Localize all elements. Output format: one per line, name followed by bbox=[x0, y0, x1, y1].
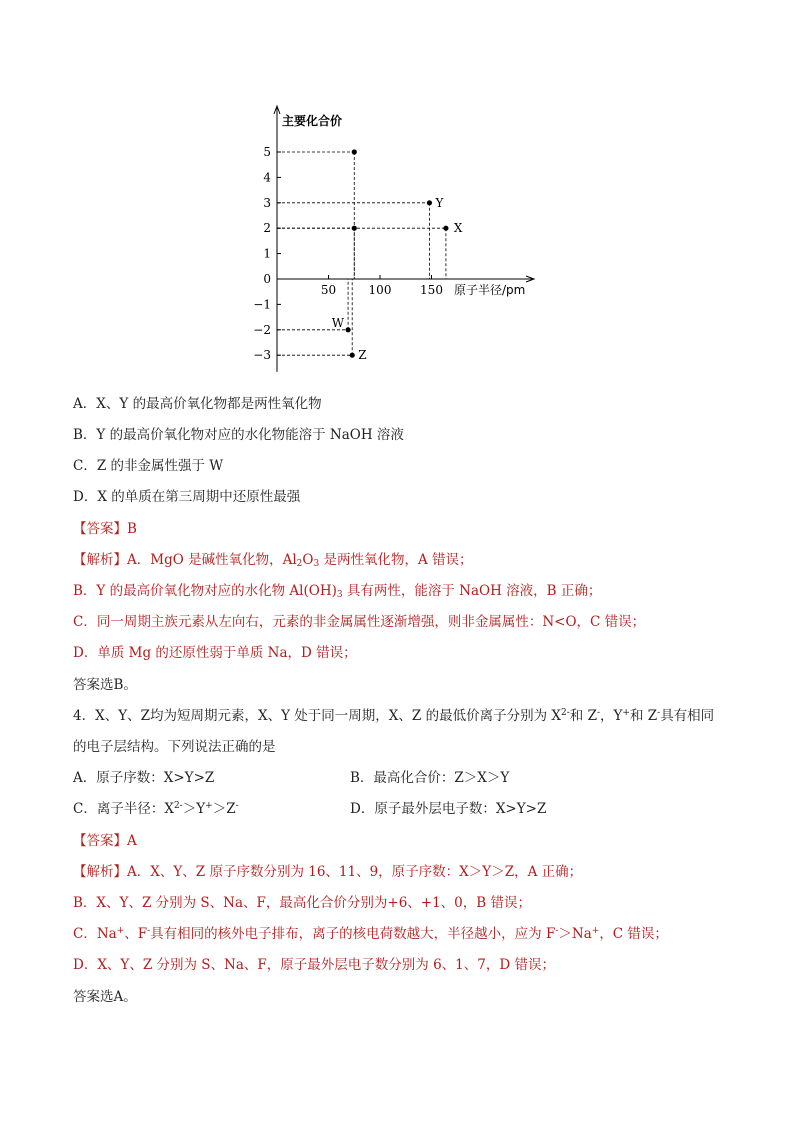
explanation-text: 是两性氧化物，A 错误； bbox=[319, 552, 473, 568]
q4-option-a: A．原子序数：X>Y>Z bbox=[73, 770, 215, 786]
explanation-text: 具有相同的核外电子排布，离子的核电荷数越大，半径越小，应为 F bbox=[150, 926, 556, 942]
superscript: - bbox=[147, 926, 151, 936]
chart-guide-lines bbox=[277, 152, 446, 355]
q3-explanation-1 bbox=[73, 551, 473, 569]
explanation-text: ＞Na bbox=[558, 926, 592, 942]
q4-explanation-3 bbox=[73, 925, 668, 943]
superscript: + bbox=[622, 708, 630, 718]
q4-explanation-1 bbox=[73, 863, 582, 881]
y-tick-label: 1 bbox=[263, 246, 271, 261]
y-tick-label: −1 bbox=[253, 297, 271, 312]
q3-explanation-2 bbox=[73, 582, 601, 600]
subscript: 3 bbox=[336, 590, 343, 600]
q4-explanation-2: B．X、Y、Z 分别为 S、Na、F，最高化合价分别为+6、+1、0，B 错误； bbox=[73, 895, 531, 911]
data-point bbox=[443, 226, 448, 231]
data-point bbox=[345, 327, 350, 332]
chart-x-axis-label: 原子半径/pm bbox=[454, 283, 526, 297]
point-label: X bbox=[453, 221, 463, 236]
valence-radius-chart bbox=[250, 100, 550, 375]
stem-text: 具有相同 bbox=[660, 708, 715, 724]
q3-explanation-4: D．单质 Mg 的还原性弱于单质 Na，D 错误； bbox=[73, 645, 357, 661]
explanation-heading: 【解析】 bbox=[73, 552, 127, 568]
q4-option-b: B．最高化合价：Z＞X＞Y bbox=[350, 770, 510, 786]
y-tick-label: 2 bbox=[263, 221, 271, 236]
stem-text: 和 Z bbox=[569, 708, 597, 724]
point-label: Y bbox=[435, 195, 444, 210]
q4-answer: 【答案】A bbox=[73, 833, 137, 849]
superscript: 2- bbox=[561, 708, 570, 718]
stem-text: ，Y bbox=[600, 708, 623, 724]
superscript: - bbox=[596, 708, 600, 718]
q4-final-answer: 答案选A。 bbox=[73, 989, 137, 1005]
y-tick-label: 4 bbox=[263, 170, 271, 185]
q3-option-a: A．X、Y 的最高价氧化物都是两性氧化物 bbox=[73, 396, 322, 412]
subscript: 2 bbox=[296, 559, 303, 569]
option-text: ＞Z bbox=[212, 801, 236, 817]
chart-y-axis-label: 主要化合价 bbox=[282, 114, 343, 128]
data-point bbox=[427, 200, 432, 205]
point-label: Z bbox=[358, 348, 367, 363]
q4-stem-line-2: 的电子层结构。下列说法正确的是 bbox=[73, 739, 276, 755]
data-point bbox=[350, 353, 355, 358]
superscript: + bbox=[116, 926, 125, 936]
superscript: 2- bbox=[173, 801, 183, 811]
explanation-text: 具有两性，能溶于 NaOH 溶液，B 正确； bbox=[342, 583, 602, 599]
subscript: 3 bbox=[313, 559, 320, 569]
q3-answer: 【答案】B bbox=[73, 521, 137, 537]
explanation-text: ，C 错误； bbox=[599, 926, 668, 942]
q4-explanation-4: D．X、Y、Z 分别为 S、Na、F，原子最外层电子数分别为 6、1、7，D 错误； bbox=[73, 957, 555, 973]
chart-points bbox=[332, 149, 463, 362]
explanation-text: B．Y 的最高价氧化物对应的水化物 Al(OH) bbox=[73, 583, 337, 599]
x-tick-label: 50 bbox=[320, 283, 337, 297]
q4-stem-line-1 bbox=[73, 707, 714, 725]
superscript: - bbox=[555, 926, 559, 936]
explanation-text: 、F bbox=[124, 926, 148, 942]
superscript: - bbox=[235, 801, 239, 811]
y-tick-label: 3 bbox=[263, 195, 271, 210]
q4-option-d: D．原子最外层电子数：X>Y>Z bbox=[350, 801, 547, 817]
stem-text: 和 Z bbox=[629, 708, 658, 724]
y-tick-label: −2 bbox=[253, 322, 271, 337]
q4-option-c bbox=[73, 800, 239, 818]
point-label: W bbox=[331, 315, 345, 330]
stem-text: 4．X、Y、Z均为短周期元素，X、Y 处于同一周期，X、Z 的最低价离子分别为 X bbox=[73, 708, 561, 724]
y-tick-label: 0 bbox=[263, 272, 271, 286]
option-text: C．离子半径：X bbox=[73, 801, 174, 817]
explanation-text: A．MgO 是碱性氧化物，Al bbox=[127, 552, 297, 568]
superscript: - bbox=[657, 708, 661, 718]
option-text: ＞Y bbox=[182, 801, 206, 817]
data-point bbox=[352, 149, 357, 154]
explanation-text: C．Na bbox=[73, 926, 117, 942]
q3-option-c: C．Z 的非金属性强于 W bbox=[73, 458, 224, 474]
superscript: + bbox=[591, 926, 600, 936]
x-tick-label: 150 bbox=[420, 283, 443, 297]
q3-option-d: D．X 的单质在第三周期中还原性最强 bbox=[73, 489, 301, 505]
superscript: + bbox=[205, 801, 213, 811]
explanation-heading: 【解析】 bbox=[73, 864, 127, 880]
x-tick-label: 100 bbox=[368, 283, 392, 297]
explanation-text: A．X、Y、Z 原子序数分别为 16、11、9，原子序数：X＞Y＞Z，A 正确； bbox=[127, 864, 583, 880]
chart-axes bbox=[253, 106, 534, 372]
q3-explanation-3: C．同一周期主族元素从左向右，元素的非金属属性逐渐增强，则非金属属性：N<O，C 错误； bbox=[73, 614, 646, 630]
q3-final-answer: 答案选B。 bbox=[73, 677, 137, 693]
explanation-text: O bbox=[302, 552, 314, 568]
y-tick-label: −3 bbox=[253, 348, 271, 363]
q3-option-b: B．Y 的最高价氧化物对应的水化物能溶于 NaOH 溶液 bbox=[73, 427, 404, 443]
y-tick-label: 5 bbox=[263, 145, 271, 159]
data-point bbox=[352, 226, 357, 231]
